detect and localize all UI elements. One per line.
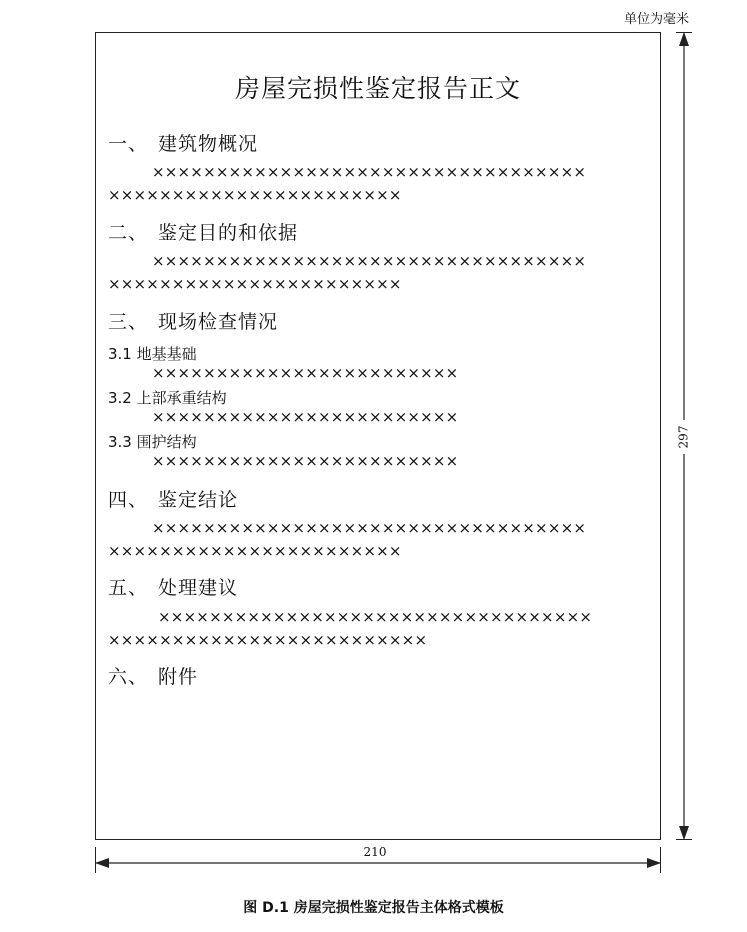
placeholder-line: ×××××××××××××××××××××××××××××××××× [152,519,587,537]
height-dimension-label: 297 [676,425,691,449]
section-heading-2 [108,218,298,245]
section-number: 三、 [108,311,149,333]
section-number: 二、 [108,222,149,244]
placeholder-line: ×××××××××××××××××××××××××××××××××× [152,163,587,181]
section-number: 一、 [108,133,149,155]
report-template-sheet [95,32,661,840]
placeholder-line: ×××××××××××××××××××××××× [152,452,459,470]
section-label: 处理建议 [158,577,239,599]
subsection-heading-3-1: 3.1 地基基础 [108,345,197,363]
placeholder-line: ××××××××××××××××××××××× [108,542,402,560]
width-dimension-label: 210 [363,845,387,859]
section-label: 附件 [158,666,199,688]
subsection-heading-3-3: 3.3 围护结构 [108,433,197,451]
section-number: 六、 [108,666,149,688]
document-title: 房屋完损性鉴定报告正文 [234,74,521,103]
section-heading-6 [108,662,198,689]
width-dimension-line [95,845,661,875]
subsection-heading-3-2: 3.2 上部承重结构 [108,389,227,407]
section-number: 五、 [108,577,149,599]
section-heading-3 [108,307,278,334]
unit-note: 单位为毫米 [623,12,689,27]
section-heading-4 [108,485,238,512]
placeholder-line: ××××××××××××××××××××××× [108,275,402,293]
placeholder-line: ××××××××××××××××××××××××× [108,631,428,649]
placeholder-line: ×××××××××××××××××××××××××××××××××× [158,608,593,626]
section-heading-1 [108,129,258,156]
section-label: 鉴定目的和依据 [158,222,299,244]
section-label: 鉴定结论 [158,489,239,511]
placeholder-line: ×××××××××××××××××××××××× [152,364,459,382]
section-label: 现场检查情况 [158,311,279,333]
height-dimension-line [672,32,696,840]
figure-caption: 图 D.1 房屋完损性鉴定报告主体格式模板 [243,900,504,916]
section-number: 四、 [108,489,149,511]
placeholder-line: ×××××××××××××××××××××××××××××××××× [152,252,587,270]
section-label: 建筑物概况 [158,133,259,155]
section-heading-5 [108,573,238,600]
placeholder-line: ×××××××××××××××××××××××× [152,408,459,426]
placeholder-line: ××××××××××××××××××××××× [108,186,402,204]
